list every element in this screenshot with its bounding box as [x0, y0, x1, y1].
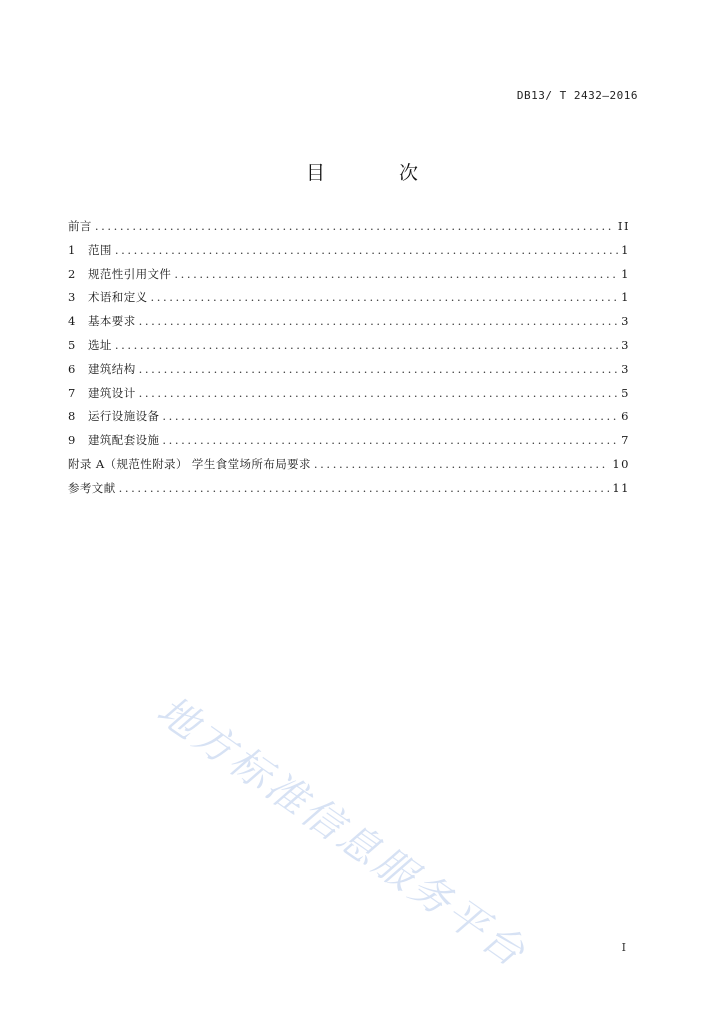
toc-entry-architectural-design[interactable] [68, 385, 630, 409]
toc-entry-page: 3 [621, 361, 630, 376]
toc-entry-site-selection[interactable] [68, 337, 630, 361]
toc-entry-scope[interactable] [68, 242, 630, 266]
toc-entry-label: 建筑设计 [88, 385, 136, 400]
toc-leader-dots [115, 337, 618, 353]
toc-leader-dots [115, 242, 618, 258]
toc-entry-page: 3 [621, 314, 630, 329]
toc-leader-dots [162, 432, 618, 448]
toc-entry-supporting-facilities[interactable] [68, 432, 630, 456]
toc-leader-dots [119, 480, 610, 496]
toc-entry-number: 2 [68, 266, 76, 281]
toc-entry-label: 参考文献 [68, 480, 116, 495]
toc-leader-dots [95, 218, 615, 234]
toc-entry-bibliography[interactable] [68, 480, 630, 504]
page-number: I [621, 941, 626, 954]
toc-entry-operating-equipment[interactable] [68, 408, 630, 432]
toc-leader-dots [162, 408, 618, 424]
toc-leader-dots [139, 385, 619, 401]
toc-entry-number: 1 [68, 242, 76, 257]
toc-entry-page: 11 [612, 480, 630, 495]
toc-entry-label: 选址 [88, 337, 112, 352]
document-code: DB13/ T 2432—2016 [516, 89, 638, 102]
toc-entry-label: 基本要求 [88, 314, 136, 329]
toc-entry-page: II [617, 219, 630, 233]
toc-entry-page: 5 [621, 385, 630, 400]
toc-entry-page: 3 [621, 337, 630, 352]
toc-entry-number: 3 [68, 290, 76, 305]
toc-entry-label: 建筑配套设施 [88, 433, 160, 448]
toc-entry-page: 1 [621, 242, 630, 257]
toc-leader-dots [151, 289, 619, 305]
toc-entry-label: 建筑结构 [88, 361, 136, 376]
toc-leader-dots [314, 456, 609, 472]
toc-entry-terms-definitions[interactable] [68, 289, 630, 313]
toc-leader-dots [174, 266, 618, 282]
toc-entry-label: 附录 A（规范性附录） 学生食堂场所布局要求 [68, 456, 311, 471]
toc-entry-number: 4 [68, 314, 76, 329]
toc-entry-label: 运行设施设备 [88, 409, 160, 424]
toc-entry-label: 术语和定义 [88, 290, 148, 305]
toc-entry-page: 6 [621, 409, 630, 424]
toc-entry-number: 9 [68, 433, 76, 448]
toc-title: 目 次 [305, 162, 453, 184]
toc-entry-number: 7 [68, 385, 76, 400]
toc-entry-normative-references[interactable] [68, 266, 630, 290]
toc-entry-foreword[interactable] [68, 218, 630, 242]
toc-entry-appendix-a[interactable] [68, 456, 630, 480]
toc-entry-page: 1 [621, 266, 630, 281]
toc-entry-label: 前言 [68, 219, 92, 233]
toc-entry-label: 规范性引用文件 [88, 266, 172, 281]
toc-entry-number: 8 [68, 409, 76, 424]
toc-list [68, 218, 630, 504]
toc-entry-basic-requirements[interactable] [68, 313, 630, 337]
toc-entry-page: 10 [612, 456, 630, 471]
toc-leader-dots [139, 361, 619, 377]
toc-leader-dots [139, 313, 619, 329]
watermark: 地方标准信息服务平台 [148, 687, 536, 978]
toc-entry-building-structure[interactable] [68, 361, 630, 385]
toc-entry-page: 1 [621, 290, 630, 305]
toc-entry-page: 7 [621, 433, 630, 448]
toc-entry-label: 范围 [88, 242, 112, 257]
toc-entry-number: 5 [68, 337, 76, 352]
toc-entry-number: 6 [68, 361, 76, 376]
